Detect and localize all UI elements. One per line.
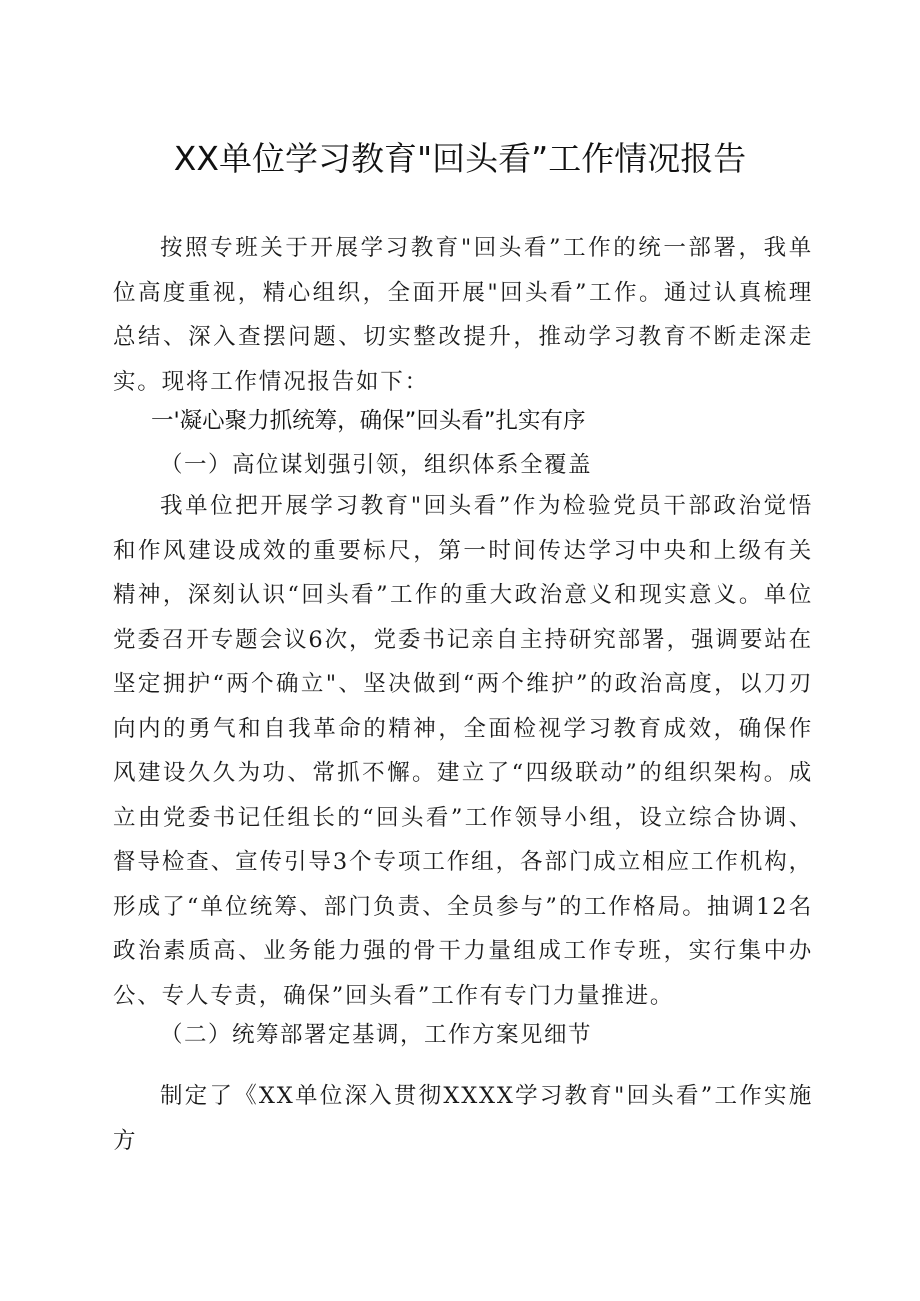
subsection-2-paragraph: 制定了《XX单位深入贯彻XXXX学习教育"回头看”工作实施方 — [113, 1083, 813, 1154]
subsection-1-paragraph: 我单位把开展学习教育"回头看”作为检验党员干部政治觉悟和作风建设成效的重要标尺，第一时间传达学习中央和上级有关精神，深刻认识“回头看”工作的重大政治意义和现实意义。单位党委召开专题会议6次，党委书记亲自主持研究部署，强调要站在坚定拥护“两个确立"、坚决做到“两个维护”的政治高度，以刀刃向内的勇气和自我革命的精神，全面检视学习教育成效，确保作风建设久久为功、常抓不懈。建立了“四级联动”的组织架构。成立由党委书记任组长的“回头看”工作领导小组，设立综合协调、督导检查、宣传引导3个专项工作组，各部门成立相应工作机构，形成了“单位统筹、部门负责、全员参与”的工作格局。抽调12名政治素质高、业务能力强的骨干力量组成工作专班，实行集中办公、专人专责，确保”回头看”工作有专门力量推进。 — [113, 493, 813, 1009]
subsection-heading-1: （一）高位谋划强引领，组织体系全覆盖 — [160, 452, 593, 478]
document-title: XX单位学习教育"回头看”工作情况报告 — [173, 139, 747, 178]
section-heading-1: 一'凝心聚力抓统筹，确保”回头看”扎实有序 — [151, 408, 586, 434]
subsection-heading-2: （二）统筹部署定基调，工作方案见细节 — [160, 1022, 593, 1048]
intro-paragraph: 按照专班关于开展学习教育"回头看”工作的统一部署，我单位高度重视，精心组织，全面开展"回头看”工作。通过认真梳理总结、深入查摆问题、切实整改提升，推动学习教育不断走深走实。现将工作情况报告如下： — [113, 235, 813, 395]
